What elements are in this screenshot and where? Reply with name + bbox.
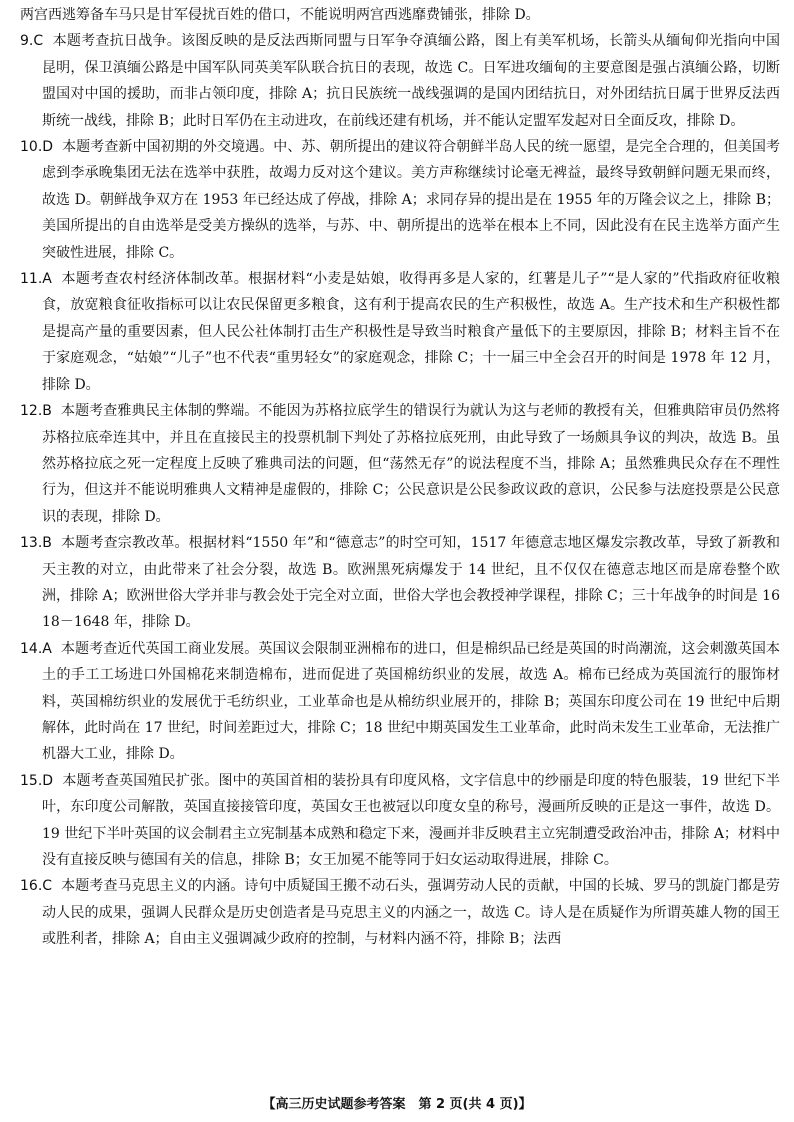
answer-item-12 bbox=[20, 398, 780, 530]
question-number: 14.A bbox=[20, 640, 52, 657]
answer-text: 本题考查抗日战争。该图反映的是反法西斯同盟与日军争夺滇缅公路，图上有美军机场，长箭头从缅甸仰光指向中国昆明，保卫滇缅公路是中国军队同英美军队联合抗日的表现，故选 C。日军进攻缅甸的主要意图是强占滇缅公路，切断盟国对中国的援助，而非占领印度，排除 A；抗日民族统一战线强调的是国内团结抗日，对外团结抗日属于世界反法西斯统一战线，排除 B；此时日军仍在主动进攻，在前线还建有机场，并不能认定盟军发起对日全面反攻，排除 D。 bbox=[42, 33, 780, 129]
question-number: 15.D bbox=[20, 772, 54, 789]
answer-item-11 bbox=[20, 266, 780, 398]
answer-item-10 bbox=[20, 134, 780, 266]
question-number: 11.A bbox=[20, 271, 52, 288]
answer-text: 本题考查农村经济体制改革。根据材料“小麦是姑娘，收得再多是人家的，红薯是儿子”“是人家的”代指政府征收粮食，放宽粮食征收指标可以让农民保留更多粮食，这有利于提高农民的生产积极性，故选 A。生产技术和生产积极性都是提高产量的重要因素，但人民公社体制打击生产积极性是导致当时粮食产量低下的主要原因，排除 B；材料主旨不在于家庭观念，“姑娘”“儿子”也不代表“重男轻女”的家庭观念，排除 C；十一届三中全会召开的时间是 1978 年 12 月，排除 D。 bbox=[42, 271, 780, 393]
answer-text: 本题考查新中国初期的外交境遇。中、苏、朝所提出的建议符合朝鲜半岛人民的统一愿望，是完全合理的，但美国考虑到李承晚集团无法在选举中获胜，故竭力反对这个建议。美方声称继续讨论毫无裨益，最终导致朝鲜问题无果而终，故选 D。朝鲜战争双方在 1953 年已经达成了停战，排除 A；求同存异的提出是在 1955 年的万隆会议之上，排除 B；美国所提出的自由选举是受美方操纵的选举，与苏、中、朝所提出的选举在根本上不同，因此没有在民主选举方面产生突破性进展，排除 C。 bbox=[42, 139, 780, 261]
answer-item-16 bbox=[20, 873, 780, 952]
intro-paragraph bbox=[20, 2, 780, 28]
answer-text: 本题考查近代英国工商业发展。英国议会限制亚洲棉布的进口，但是棉织品已经是英国的时尚潮流，这会刺激英国本土的手工工场进口外国棉花来制造棉布，进而促进了英国棉纺织业的发展，故选 A。棉布已经成为英国流行的服饰材料，英国棉纺织业的发展优于毛纺织业，工业革命也是从棉纺织业展开的，排除 B；英国东印度公司在 19 世纪中后期解体，此时尚在 17 世纪，时间差距过大，排除 C；18 世纪中期英国发生工业革命，此时尚未发生工业革命，无法推广机器大工业，排除 D。 bbox=[42, 640, 780, 763]
question-number: 13.B bbox=[20, 535, 52, 552]
answer-item-13 bbox=[20, 530, 780, 636]
answer-text: 本题考查英国殖民扩张。图中的英国首相的装扮具有印度风格，文字信息中的纱丽是印度的特色服装，19 世纪下半叶，东印度公司解散，英国直接接管印度，英国女王也被冠以印度女皇的称号，漫画所反映的正是这一事件，故选 D。19 世纪下半叶英国的议会制君主立宪制基本成熟和稳定下来，漫画并非反映君主立宪制遭受政治冲击，排除 A；材料中没有直接反映与德国有关的信息，排除 B；女王加冕不能等同于妇女运动取得进展，排除 C。 bbox=[42, 772, 781, 868]
intro-text: 两宫西逃筹备车马只是甘军侵扰百姓的借口，不能说明两宫西逃靡费铺张，排除 D。 bbox=[20, 7, 540, 23]
answer-item-14 bbox=[20, 636, 780, 768]
question-number: 10.D bbox=[20, 139, 54, 156]
answer-document bbox=[20, 2, 780, 953]
answer-text: 本题考查宗教改革。根据材料“1550 年”和“德意志”的时空可知，1517 年德意志地区爆发宗教改革，导致了新教和天主教的对立，由此带来了社会分裂，故选 B。欧洲黑死病爆发于 14 世纪，且不仅仅在德意志地区而是席卷整个欧洲，排除 A；欧洲世俗大学并非与教会处于完全对立面，世俗大学也会教授神学课程，排除 C；三十年战争的时间是 1618－1648 年，排除 D。 bbox=[42, 535, 780, 631]
answer-item-9 bbox=[20, 28, 780, 134]
answer-text: 本题考查马克思主义的内涵。诗句中质疑国王搬不动石头，强调劳动人民的贡献，中国的长城、罗马的凯旋门都是劳动人民的成果，强调人民群众是历史创造者是马克思主义的内涵之一，故选 C。诗人是在质疑作为所谓英雄人物的国王或胜利者，排除 A；自由主义强调减少政府的控制，与材料内涵不符，排除 B；法西 bbox=[42, 878, 781, 948]
answer-item-15 bbox=[20, 768, 780, 874]
question-number: 12.B bbox=[20, 403, 52, 420]
question-number: 16.C bbox=[20, 878, 53, 895]
question-number: 9.C bbox=[20, 33, 44, 50]
answer-text: 本题考查雅典民主体制的弊端。不能因为苏格拉底学生的错误行为就认为这与老师的教授有关，但雅典陪审员仍然将苏格拉底牵连其中，并且在直接民主的投票机制下判处了苏格拉底死刑，由此导致了一场颇具争议的判决，故选 B。虽然苏格拉底之死一定程度上反映了雅典司法的问题，但“荡然无存”的说法程度不当，排除 A；虽然雅典民众存在不理性行为，但这并不能说明雅典人文精神是虚假的，排除 C；公民意识是公民参政议政的意识，公民参与法庭投票是公民意识的表现，排除 D。 bbox=[42, 403, 780, 525]
page-footer: 【高三历史试题参考答案 第 2 页(共 4 页)】 bbox=[262, 1097, 532, 1112]
